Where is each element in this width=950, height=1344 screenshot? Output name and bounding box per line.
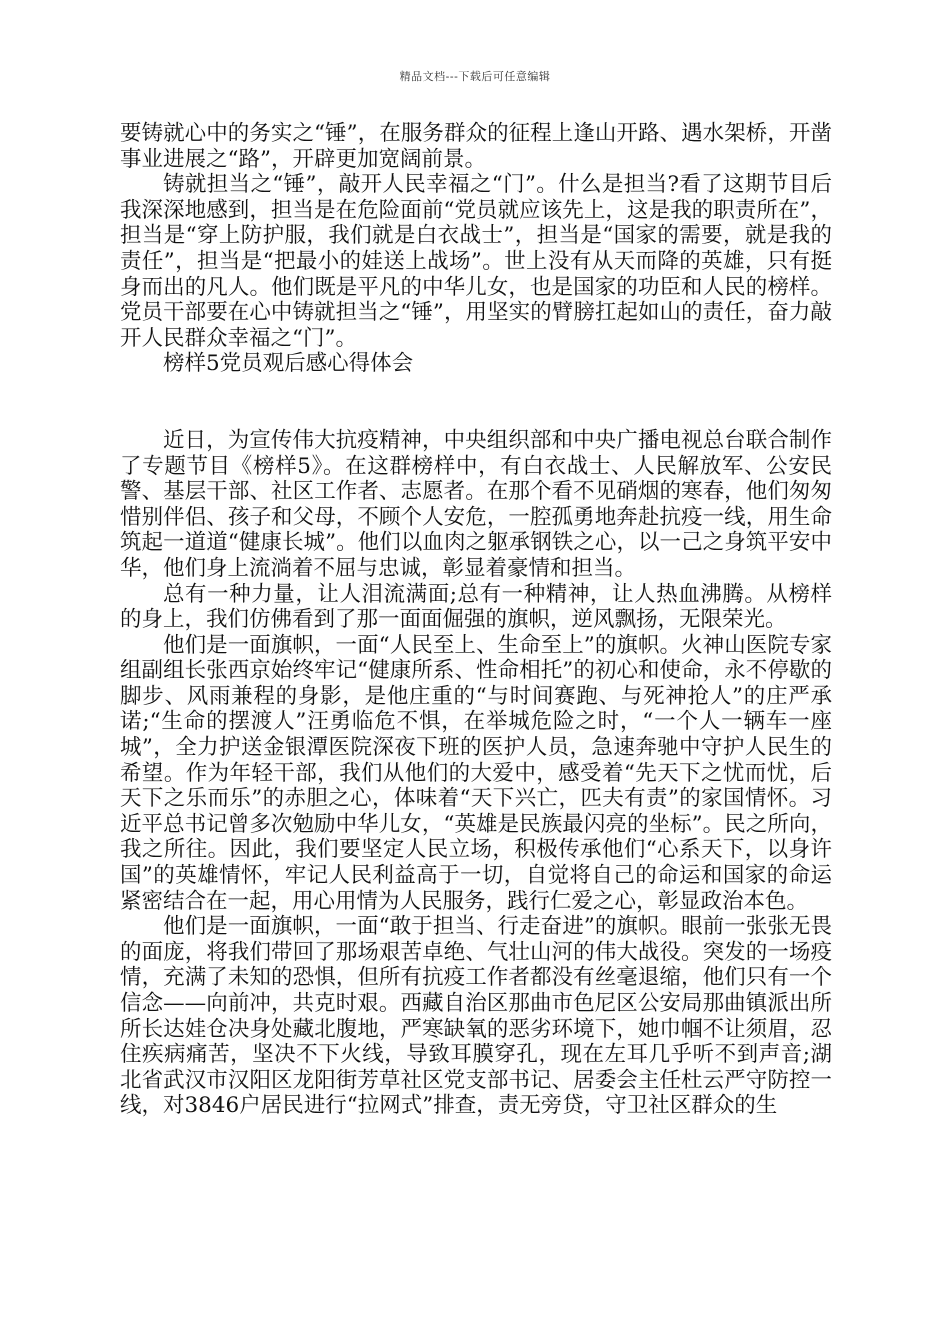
- document-body: [120, 121, 832, 1119]
- paragraph-5: 他们是一面旗帜，一面“人民至上、生命至上”的旗帜。火神山医院专家组副组长张西京始终牢记“健康所系、性命相托”的初心和使命，永不停歇的脚步、风雨兼程的身影，是他庄重的“与时间赛跑、与死神抢人”的庄严承诺;“生命的摆渡人”汪勇临危不惧，在举城危险之时，“一个人一辆车一座城”，全力护送金银潭医院深夜下班的医护人员，急速奔驰中守护人民生的希望。作为年轻干部，我们从他们的大爱中，感受着“先天下之忧而忧，后天下之乐而乐”的赤胆之心，体味着“天下兴亡，匹夫有责”的家国情怀。习近平总书记曾多次勉励中华儿女，“英雄是民族最闪亮的坐标”。民之所向，我之所往。因此，我们要坚定人民立场，积极传承他们“心系天下，以身许国”的英雄情怀，牢记人民利益高于一切，自觉将自己的命运和国家的命运紧密结合在一起，用心用情为人民服务，践行仁爱之心，彰显政治本色。: [120, 632, 832, 914]
- paragraph-2: 铸就担当之“锤”，敲开人民幸福之“门”。什么是担当?看了这期节目后我深深地感到，担当是在危险面前“党员就应该先上，这是我的职责所在”，担当是“穿上防护服，我们就是白衣战士”，担当是“国家的需要，就是我的责任”，担当是“把最小的娃送上战场”。世上没有从天而降的英雄，只有挺身而出的凡人。他们既是平凡的中华儿女，也是国家的功臣和人民的榜样。党员干部要在心中铸就担当之“锤”，用坚实的臂膀扛起如山的责任，奋力敲开人民群众幸福之“门”。: [120, 172, 832, 351]
- paragraph-4: 总有一种力量，让人泪流满面;总有一种精神，让人热血沸腾。从榜样的身上，我们仿佛看到了那一面面倔强的旗帜，逆风飘扬，无限荣光。: [120, 581, 832, 633]
- blank-line: [120, 377, 832, 428]
- paragraph-3: 近日，为宣传伟大抗疫精神，中央组织部和中央广播电视总台联合制作了专题节目《榜样5》。在这群榜样中，有白衣战士、人民解放军、公安民警、基层干部、社区工作者、志愿者。在那个看不见硝烟的寒春，他们匆匆惜别伴侣、孩子和父母，不顾个人安危，一腔孤勇地奔赴抗疫一线，用生命筑起一道道“健康长城”。他们以血肉之躯承钢铁之心，以一己之身筑平安中华，他们身上流淌着不屈与忠诚，彰显着豪情和担当。: [120, 427, 832, 581]
- page-header: 精品文档---下载后可任意编辑: [399, 70, 551, 83]
- paragraph-1: 要铸就心中的务实之“锤”，在服务群众的征程上逢山开路、遇水架桥，开凿事业进展之“路”，开辟更加宽阔前景。: [120, 121, 832, 172]
- paragraph-6: 他们是一面旗帜，一面“敢于担当、行走奋进”的旗帜。眼前一张张无畏的面庞，将我们带回了那场艰苦卓绝、气壮山河的伟大战役。突发的一场疫情，充满了未知的恐惧，但所有抗疫工作者都没有丝毫退缩，他们只有一个信念——向前冲，共克时艰。西藏自治区那曲市色尼区公安局那曲镇派出所所长达娃仓决身处藏北腹地，严寒缺氧的恶劣环境下，她巾帼不让须眉，忍住疾病痛苦，坚决不下火线，导致耳膜穿孔，现在左耳几乎听不到声音;湖北省武汉市汉阳区龙阳街芳草社区党支部书记、居委会主任杜云严守防控一线，对3846户居民进行“拉网式”排查，责无旁贷，守卫社区群众的生: [120, 914, 832, 1119]
- section-heading: 榜样5党员观后感心得体会: [163, 351, 414, 377]
